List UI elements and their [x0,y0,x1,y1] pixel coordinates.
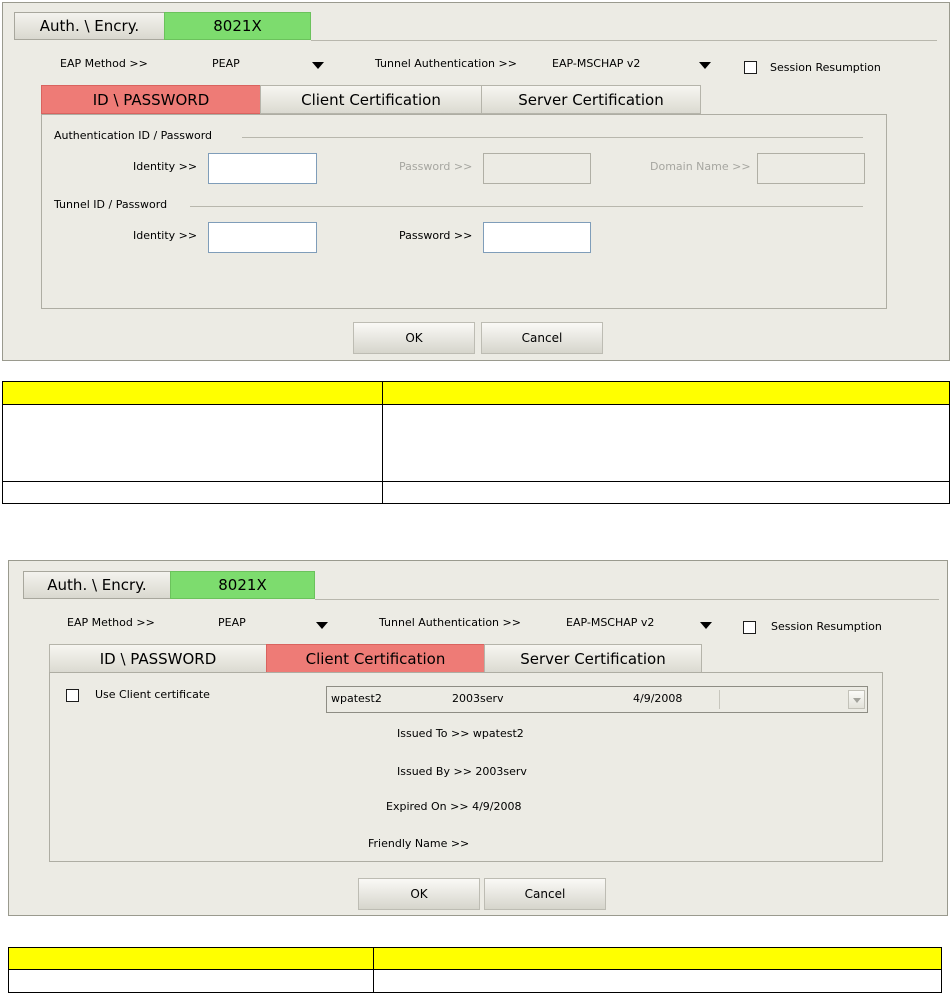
use-client-certificate-label: Use Client certificate [95,688,210,701]
ok-button[interactable]: OK [353,322,475,354]
table1-row1-left [2,404,383,482]
domain-name-input [757,153,865,184]
subtab-client-certification[interactable]: Client Certification [266,644,485,673]
table2-row1-left [8,969,374,993]
subtab-server-certification[interactable]: Server Certification [484,644,702,673]
tab-8021x[interactable]: 8021X [170,571,315,599]
tunnel-group-title: Tunnel ID / Password [54,198,168,211]
tab-bar-line [311,40,937,41]
cancel-button[interactable]: Cancel [484,878,606,910]
cert-combo-separator [719,690,720,709]
tunnel-auth-value[interactable]: EAP-MSCHAP v2 [566,616,655,629]
tunnel-auth-label: Tunnel Authentication >> [375,57,517,70]
tab-bar-line [315,599,939,600]
tab-8021x[interactable]: 8021X [164,12,311,40]
tunnel-password-input[interactable] [483,222,591,253]
identity-input[interactable] [208,153,317,184]
eap-method-dropdown-icon[interactable] [312,62,324,69]
eap-method-label: EAP Method >> [67,616,155,629]
chevron-down-icon[interactable] [848,690,865,709]
subtab-client-certification[interactable]: Client Certification [260,85,482,114]
tab-auth-encry[interactable]: Auth. \ Encry. [14,12,165,40]
cert-issued-to: wpatest2 [331,692,382,705]
issued-to-label: Issued To >> wpatest2 [397,727,524,740]
table2-row1-right [373,969,942,993]
dialog-8021x-client-certification [8,560,948,916]
table1-row2-left [2,481,383,504]
session-resumption-label: Session Resumption [771,620,882,633]
tunnel-password-label: Password >> [399,229,473,242]
password-label: Password >> [399,160,473,173]
tunnel-identity-label: Identity >> [133,229,198,242]
cancel-button[interactable]: Cancel [481,322,603,354]
eap-method-label: EAP Method >> [60,57,148,70]
table1-row1-right [382,404,950,482]
certificate-select[interactable] [326,686,868,713]
subtab-server-certification[interactable]: Server Certification [481,85,701,114]
client-certification-content [49,672,883,862]
auth-group-line [242,137,863,138]
use-client-certificate-checkbox[interactable] [66,689,79,702]
expired-on-label: Expired On >> 4/9/2008 [386,800,522,813]
tab-auth-encry[interactable]: Auth. \ Encry. [23,571,171,599]
domain-name-label: Domain Name >> [650,160,751,173]
tunnel-auth-dropdown-icon[interactable] [699,62,711,69]
session-resumption-label: Session Resumption [770,61,881,74]
dialog-8021x-id-password [2,2,950,361]
eap-method-value[interactable]: PEAP [212,57,240,70]
subtab-id-password[interactable]: ID \ PASSWORD [41,85,261,114]
tunnel-group-line [190,206,863,207]
eap-method-dropdown-icon[interactable] [316,622,328,629]
table2-header-left [8,947,374,970]
cert-issued-by: 2003serv [452,692,504,705]
tunnel-auth-value[interactable]: EAP-MSCHAP v2 [552,57,641,70]
identity-label: Identity >> [133,160,198,173]
issued-by-label: Issued By >> 2003serv [397,765,527,778]
session-resumption-checkbox[interactable] [744,61,757,74]
tunnel-identity-input[interactable] [208,222,317,253]
password-input [483,153,591,184]
friendly-name-label: Friendly Name >> [368,837,470,850]
tunnel-auth-label: Tunnel Authentication >> [379,616,521,629]
subtab-id-password[interactable]: ID \ PASSWORD [49,644,267,673]
table1-header-left [2,381,383,405]
session-resumption-checkbox[interactable] [743,621,756,634]
table1-row2-right [382,481,950,504]
auth-group-title: Authentication ID / Password [54,129,213,142]
table1-header-right [382,381,950,405]
ok-button[interactable]: OK [358,878,480,910]
id-password-content [41,114,887,309]
table2-header-right [373,947,942,970]
eap-method-value[interactable]: PEAP [218,616,246,629]
cert-expired: 4/9/2008 [633,692,683,705]
tunnel-auth-dropdown-icon[interactable] [700,622,712,629]
